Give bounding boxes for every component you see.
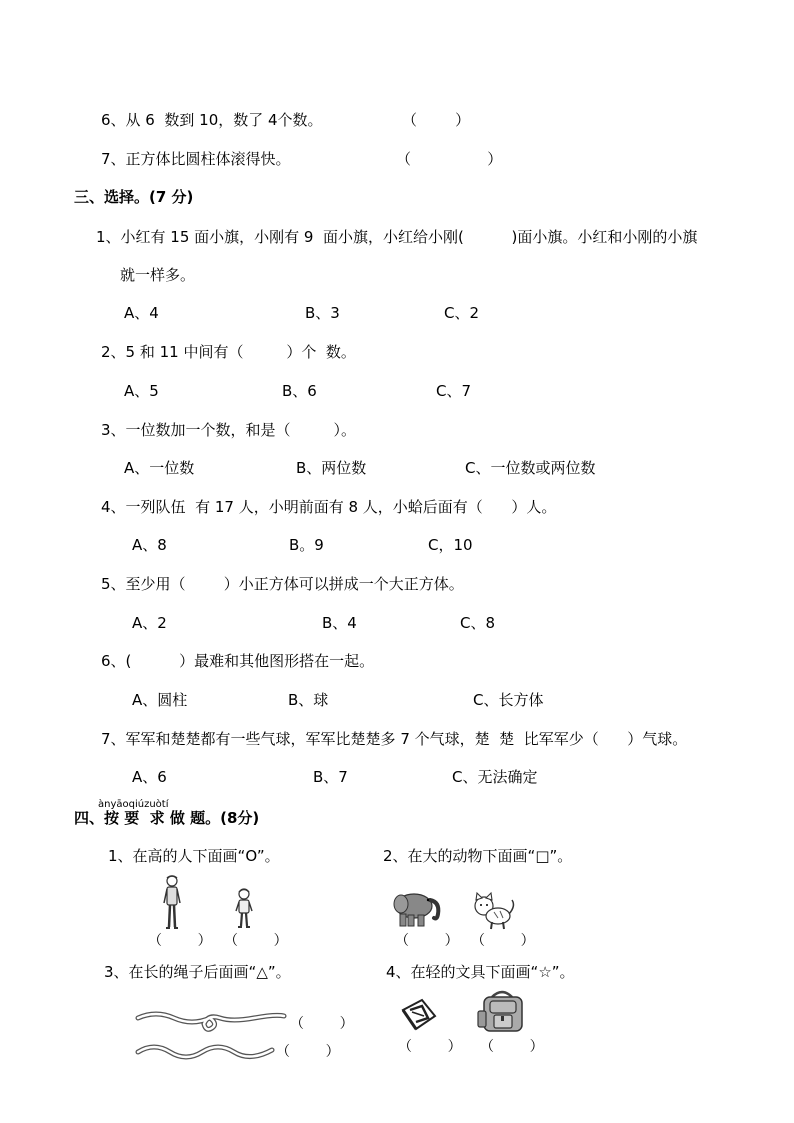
judge-q6: 6、从 6 数到 10，数了 4个数。 xyxy=(101,111,323,129)
pencil-case-icon xyxy=(400,998,438,1032)
judge-q6-answer-paren[interactable]: （ ） xyxy=(402,111,471,129)
choice-q2-option-b[interactable]: B、6 xyxy=(282,382,317,400)
section-3-title: 三、选择。(7 分) xyxy=(74,188,194,206)
choice-q5: 5、至少用（ ）小正方体可以拼成一个大正方体。 xyxy=(101,575,464,593)
choice-q4: 4、一列队伍 有 17 人，小明前面有 8 人，小蛤后面有（ ）人。 xyxy=(101,498,557,516)
choice-q1: 1、小红有 15 面小旗，小刚有 9 面小旗，小红给小刚( )面小旗。小红和小刚的小旗 xyxy=(96,228,698,246)
section-4-title: 四、按 要 求 做 题。(8分) xyxy=(74,809,260,827)
choice-q2: 2、5 和 11 中间有（ ）个 数。 xyxy=(101,343,356,361)
task-2-paren-1[interactable]: （ ） xyxy=(395,933,459,949)
choice-q7-option-b[interactable]: B、7 xyxy=(313,768,348,786)
task-1-text: 1、在高的人下面画“O”。 xyxy=(108,847,280,865)
short-person-icon xyxy=(233,888,255,930)
choice-q1-option-c[interactable]: C、2 xyxy=(444,304,480,322)
choice-q2-option-a[interactable]: A、5 xyxy=(124,382,159,400)
task-4-text: 4、在轻的文具下面画“☆”。 xyxy=(386,963,575,981)
task-3-paren-1[interactable]: （ ） xyxy=(290,1016,354,1032)
choice-q6: 6、( ）最难和其他图形搭在一起。 xyxy=(101,652,375,670)
choice-q6-option-b[interactable]: B、球 xyxy=(288,691,329,709)
cat-icon xyxy=(472,894,516,930)
section-4-pinyin: ànyāoqiúzuòtí xyxy=(98,799,169,810)
choice-q3: 3、一位数加一个数，和是（ ）。 xyxy=(101,421,356,439)
tall-person-icon xyxy=(160,875,184,931)
choice-q3-option-c[interactable]: C、一位数或两位数 xyxy=(465,459,596,477)
task-2-text: 2、在大的动物下面画“□”。 xyxy=(383,847,573,865)
choice-q7-option-c[interactable]: C、无法确定 xyxy=(452,768,538,786)
task-4-paren-1[interactable]: （ ） xyxy=(398,1039,462,1055)
task-3-paren-2[interactable]: （ ） xyxy=(276,1044,340,1060)
choice-q4-option-c[interactable]: C，10 xyxy=(428,536,473,554)
task-2-paren-2[interactable]: （ ） xyxy=(471,933,535,949)
choice-q1-continuation: 就一样多。 xyxy=(120,266,196,284)
task-1-paren-1[interactable]: （ ） xyxy=(148,933,212,949)
choice-q6-option-a[interactable]: A、圆柱 xyxy=(132,691,188,709)
choice-q3-option-b[interactable]: B、两位数 xyxy=(296,459,367,477)
school-bag-icon xyxy=(476,989,528,1035)
choice-q2-option-c[interactable]: C、7 xyxy=(436,382,472,400)
choice-q3-option-a[interactable]: A、一位数 xyxy=(124,459,195,477)
long-rope-icon xyxy=(136,1008,286,1034)
short-rope-icon xyxy=(136,1040,276,1062)
elephant-icon xyxy=(392,888,442,928)
task-1-paren-2[interactable]: （ ） xyxy=(224,933,288,949)
choice-q1-option-b[interactable]: B、3 xyxy=(305,304,340,322)
task-3-text: 3、在长的绳子后面画“△”。 xyxy=(104,963,291,981)
choice-q5-option-b[interactable]: B、4 xyxy=(322,614,357,632)
choice-q5-option-a[interactable]: A、2 xyxy=(132,614,167,632)
choice-q4-option-b[interactable]: B。9 xyxy=(289,536,324,554)
choice-q7-option-a[interactable]: A、6 xyxy=(132,768,167,786)
choice-q1-option-a[interactable]: A、4 xyxy=(124,304,159,322)
task-4-paren-2[interactable]: （ ） xyxy=(480,1039,544,1055)
judge-q7-answer-paren[interactable]: （ ） xyxy=(396,150,503,168)
choice-q5-option-c[interactable]: C、8 xyxy=(460,614,496,632)
choice-q4-option-a[interactable]: A、8 xyxy=(132,536,167,554)
judge-q7: 7、正方体比圆柱体滚得快。 xyxy=(101,150,291,168)
choice-q6-option-c[interactable]: C、长方体 xyxy=(473,691,544,709)
choice-q7: 7、军军和楚楚都有一些气球，军军比楚楚多 7 个气球，楚 楚 比军军少（ ）气球。 xyxy=(101,730,688,748)
